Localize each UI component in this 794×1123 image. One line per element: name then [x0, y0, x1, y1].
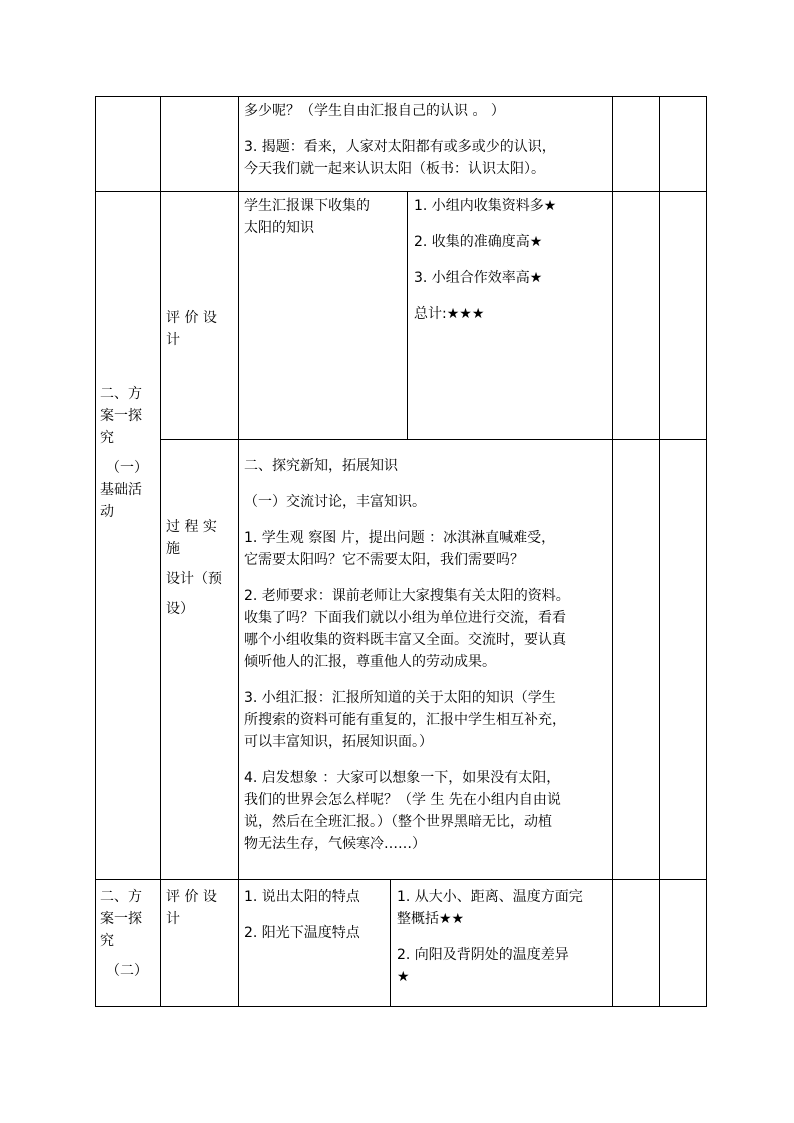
grid-line [238, 96, 239, 1007]
label-line: 设计（预 [166, 571, 222, 587]
criteria-item: 1. 从大小、距离、温度方面完 [397, 889, 583, 905]
intro-line-2a: 3. 揭题：看来，人家对太阳都有或多或少的认识， [244, 139, 556, 155]
grid-line [659, 96, 660, 1007]
stage-line: 究 [100, 430, 114, 446]
eval-content-cell [244, 195, 406, 239]
criteria-item: 1. 小组内收集资料多★ [414, 198, 557, 214]
process-paragraph-line: 1. 学生观 察图 片，提出问题 ：冰淇淋直喊难受， [244, 530, 556, 546]
label-line: 评 价 设 [166, 310, 217, 326]
grid-line [95, 1006, 707, 1007]
stage-line: （二） [106, 963, 148, 979]
process-paragraph-line: 它需要太阳吗？它不需要太阳，我们需要吗？ [244, 552, 524, 568]
process-paragraph-line: 4. 启发想象 ：大家可以想象一下，如果没有太阳， [244, 770, 561, 786]
process-paragraph-line: 可以丰富知识，拓展知识面。） [244, 734, 433, 750]
label-line: 计 [166, 911, 180, 927]
eval-content-line: 太阳的知识 [244, 220, 314, 236]
criteria-total: 总计:★★★ [414, 306, 485, 322]
label-line: 施 [166, 541, 180, 557]
grid-line [407, 191, 408, 440]
criteria-item: 3. 小组合作效率高★ [414, 270, 543, 286]
eval-content-line: 学生汇报课下收集的 [244, 198, 370, 214]
content-item: 1. 说出太阳的特点 [244, 889, 360, 905]
content-item: 2. 阳光下温度特点 [244, 925, 360, 941]
intro-line-2b: 今天我们就一起来认识太阳（板书：认识太阳）。 [244, 161, 545, 177]
section2-eval-label [166, 886, 236, 930]
stage-line: 二、方 [100, 889, 142, 905]
process-paragraph-line: 倾听他人的汇报，尊重他人的劳动成果。 [244, 654, 496, 670]
process-paragraph-line: 2. 老师要求：课前老师让大家搜集有关太阳的资料。 [244, 588, 570, 604]
section2-stage-label [100, 886, 158, 982]
grid-line [160, 96, 161, 1007]
stage-line: （一） [106, 460, 148, 476]
criteria-item: 2. 收集的准确度高★ [414, 234, 543, 250]
process-paragraph-line: 哪个小组收集的资料既丰富又全面。交流时，要认真 [244, 632, 566, 648]
grid-line [95, 879, 707, 880]
criteria-item: ★ [397, 969, 410, 985]
process-content-cell [244, 455, 610, 855]
section2-content-cell [244, 886, 388, 944]
eval-design-label [166, 307, 236, 351]
criteria-item: 整概括★★ [397, 911, 465, 927]
grid-line [390, 879, 391, 1007]
label-line: 计 [166, 332, 180, 348]
process-paragraph-line: 物无法生存，气候寒冷……） [244, 836, 426, 852]
stage-line: 究 [100, 933, 114, 949]
stage-line: 二、方 [100, 386, 142, 402]
intro-content-cell [244, 100, 610, 180]
label-line: 评 价 设 [166, 889, 217, 905]
process-design-label [166, 516, 236, 620]
grid-line [160, 439, 707, 440]
process-paragraph-line: 说，然后在全班汇报。）（整个世界黑暗无比，动植 [244, 814, 552, 830]
grid-line [706, 96, 707, 1007]
stage-line: 基础活 [100, 482, 142, 498]
grid-line [95, 191, 707, 192]
stage-line: 动 [100, 504, 114, 520]
label-line: 过 程 实 [166, 519, 217, 535]
stage-line: 案一探 [100, 408, 142, 424]
process-paragraph-line: 我们的世界会怎么样呢？（学 生 先在小组内自由说 [244, 792, 561, 808]
grid-line [95, 96, 707, 97]
process-paragraph-line: 收集了吗？下面我们就以小组为单位进行交流，看看 [244, 610, 566, 626]
eval-criteria-cell [414, 195, 610, 325]
process-paragraph-line: 所搜索的资料可能有重复的，汇报中学生相互补充， [244, 712, 566, 728]
label-line: 设） [166, 601, 194, 617]
grid-line [95, 96, 96, 1007]
section1-stage-label [100, 383, 158, 523]
section2-criteria-cell [397, 886, 610, 988]
grid-line [612, 96, 613, 1007]
process-subtitle: （一）交流讨论，丰富知识。 [244, 494, 426, 510]
criteria-item: 2. 向阳及背阴处的温度差异 [397, 947, 569, 963]
stage-line: 案一探 [100, 911, 142, 927]
process-paragraph-line: 3. 小组汇报：汇报所知道的关于太阳的知识（学生 [244, 690, 556, 706]
intro-line-1: 多少呢？（学生自由汇报自己的认识 。 ） [244, 103, 505, 119]
process-title: 二、探究新知，拓展知识 [244, 458, 398, 474]
